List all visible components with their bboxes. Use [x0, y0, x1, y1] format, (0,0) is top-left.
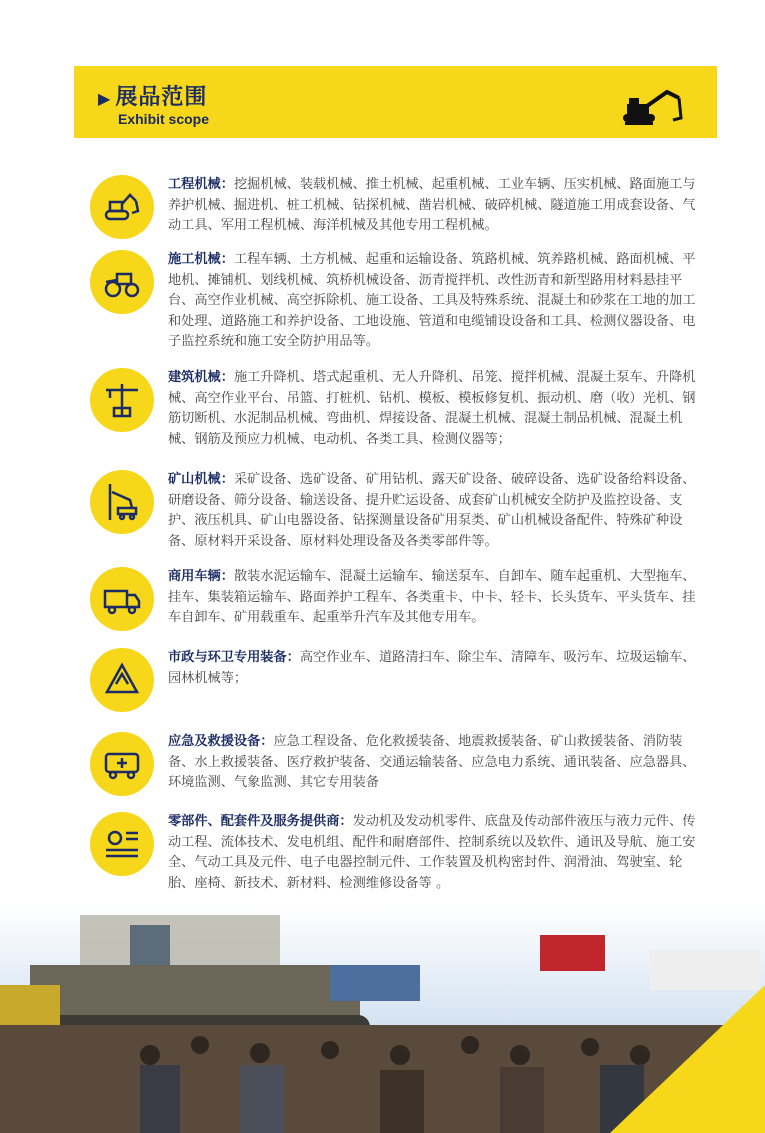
- item-body: 采矿设备、选矿设备、矿用钻机、露天矿设备、破碎设备、选矿设备给料设备、研磨设备、筛分设备、输送设备、提升贮运设备、成套矿山机械安全防护及监控设备、支护、液压机具、矿山电器设备、钻探测量设备矿用泵类、矿山机械设备配件、特殊矿种设备、原材料开采设备、原材料处理设备及各类零部件等。: [168, 472, 696, 549]
- item-text: [168, 175, 698, 237]
- item-body: 应急工程设备、危化救援装备、地震救援装备、矿山救援装备、消防装备、水上救援装备、医疗救护装备、交通运输装备、应急电力系统、通讯装备、应急器具、环境监测、气象监测、其它专用装备: [168, 734, 696, 791]
- exhibition-crowd-scene: [0, 905, 765, 1133]
- item-text: [168, 250, 698, 353]
- item-text: [168, 648, 698, 689]
- item-body: 高空作业车、道路清扫车、除尘车、清障车、吸污车、垃圾运输车、园林机械等；: [168, 650, 696, 686]
- exhibit-scope-banner: [74, 66, 717, 138]
- item-text: [168, 368, 698, 450]
- item-heading: 零部件、配套件及服务提供商：: [168, 814, 353, 829]
- item-heading: 建筑机械：: [168, 370, 234, 385]
- banner-title: [98, 80, 207, 111]
- item-body: 施工升降机、塔式起重机、无人升降机、吊笼、搅拌机械、混凝土泵车、升降机械、高空作业平台、吊篮、打桩机、钻机、模板、模板修复机、振动机、磨（收）光机、钢筋切断机、水泥制品机械、弯曲机、焊接设备、混凝土机械、混凝土制品机械、混凝土机械、钢筋及预应力机械、电动机、各类工具、检测仪器等；: [168, 370, 696, 447]
- item-body: 挖掘机械、装载机械、推土机械、起重机械、工业车辆、压实机械、路面施工与养护机械、掘进机、桩工机械、钻探机械、凿岩机械、破碎机械、隧道施工用成套设备、气动工具、军用工程机械、海洋机械及其他专用工程机械。: [168, 177, 696, 234]
- item-heading: 市政与环卫专用装备：: [168, 650, 300, 665]
- item-heading: 商用车辆：: [168, 569, 234, 584]
- item-heading: 施工机械：: [168, 252, 234, 267]
- banner-title-text: 展品范围: [115, 85, 208, 110]
- arrow-icon: ▶: [98, 89, 112, 108]
- tower-crane-icon: [90, 368, 154, 432]
- item-body: 工程车辆、土方机械、起重和运输设备、筑路机械、筑养路机械、路面机械、平地机、摊铺机、划线机械、筑桥机械设备、沥青搅拌机、改性沥青和新型路用材料悬挂平台、高空作业机械、高空拆除机、施工设备、工具及特殊系统、混凝土和砂浆在工地的加工和处理、道路施工和养护设备、工地设施、管道和电缆铺设设备和工具、检测仪器设备、电子监控系统和施工安全防护用品等。: [168, 252, 696, 350]
- excavator-silhouette-icon: [621, 88, 687, 128]
- gear-list-icon: [90, 812, 154, 876]
- ambulance-icon: [90, 732, 154, 796]
- truck-icon: [90, 567, 154, 631]
- exhibition-photo: [0, 905, 765, 1133]
- item-body: 散装水泥运输车、混凝土运输车、输送泵车、自卸车、随车起重机、大型拖车、挂车、集装箱运输车、路面养护工程车、各类重卡、中卡、轻卡、长头货车、平头货车、挂车自卸车、矿用载重车、起重举升汽车及其他专用车。: [168, 569, 696, 626]
- item-heading: 应急及救援设备：: [168, 734, 274, 749]
- item-text: [168, 812, 698, 894]
- item-heading: 矿山机械：: [168, 472, 234, 487]
- recycle-icon: [90, 648, 154, 712]
- excavator-icon: [90, 175, 154, 239]
- item-heading: 工程机械：: [168, 177, 234, 192]
- mining-drill-icon: [90, 470, 154, 534]
- road-roller-icon: [90, 250, 154, 314]
- item-text: [168, 567, 698, 629]
- banner-subtitle: Exhibit scope: [118, 111, 210, 127]
- item-text: [168, 470, 698, 552]
- item-text: [168, 732, 698, 794]
- item-body: 发动机及发动机零件、底盘及传动部件液压与液力元件、传动工程、流体技术、发电机组、配件和耐磨部件、控制系统以及软件、通讯及导航、施工安全、气动工具及元件、电子电器控制元件、工作装置及机构密封件、润滑油、驾驶室、轮胎、座椅、新技术、新材料、检测维修设备等 。: [168, 814, 696, 891]
